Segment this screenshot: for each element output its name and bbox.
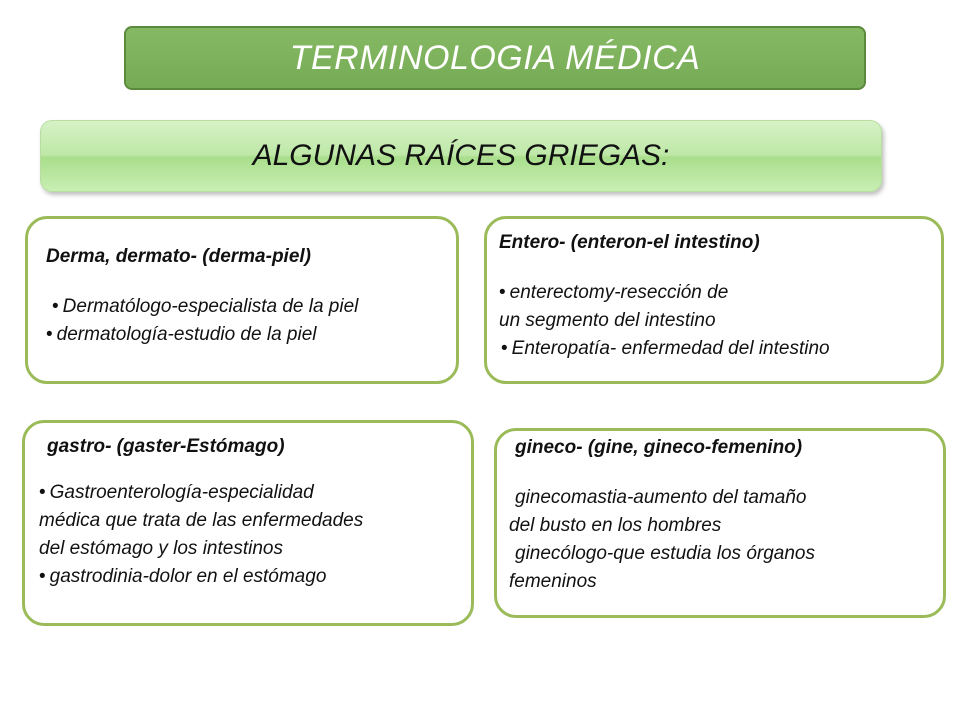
card-gastro-line-1: • Gastroenterología-especialidad (39, 479, 471, 507)
card-gineco-line-4: femeninos (509, 571, 597, 592)
card-gastro-line-3: del estómago y los intestinos (39, 538, 283, 559)
card-entero (484, 216, 944, 384)
card-gastro (22, 420, 474, 626)
section-subtitle: ALGUNAS RAÍCES GRIEGAS: (40, 120, 882, 192)
card-entero-line-1: • enterectomy-resección de (499, 279, 941, 307)
card-gineco-line-2: del busto en los hombres (509, 515, 722, 536)
card-derma-line-1: • Dermatólogo-especialista de la piel (52, 293, 438, 321)
card-derma-heading: Derma, dermato- (derma-piel) (46, 246, 312, 267)
card-gineco-heading: gineco- (gine, gineco-femenino) (515, 437, 803, 458)
card-gineco-line-1: ginecomastia-aumento del tamaño (515, 487, 807, 508)
card-entero-heading: Entero- (enteron-el intestino) (499, 232, 760, 253)
card-entero-line-3: • Enteropatía- enfermedad del intestino (501, 335, 941, 363)
card-gastro-line-2: médica que trata de las enfermedades (39, 510, 364, 531)
card-derma-line-2: • dermatología-estudio de la piel (46, 321, 438, 349)
card-gastro-line-4: • gastrodinia-dolor en el estómago (39, 563, 471, 591)
card-gastro-heading: gastro- (gaster-Estómago) (47, 436, 285, 457)
card-entero-line-2: un segmento del intestino (499, 310, 716, 331)
card-gineco (494, 428, 946, 618)
card-derma (25, 216, 459, 384)
page-title: TERMINOLOGIA MÉDICA (124, 26, 866, 90)
card-gineco-line-3: ginecólogo-que estudia los órganos (515, 543, 815, 564)
